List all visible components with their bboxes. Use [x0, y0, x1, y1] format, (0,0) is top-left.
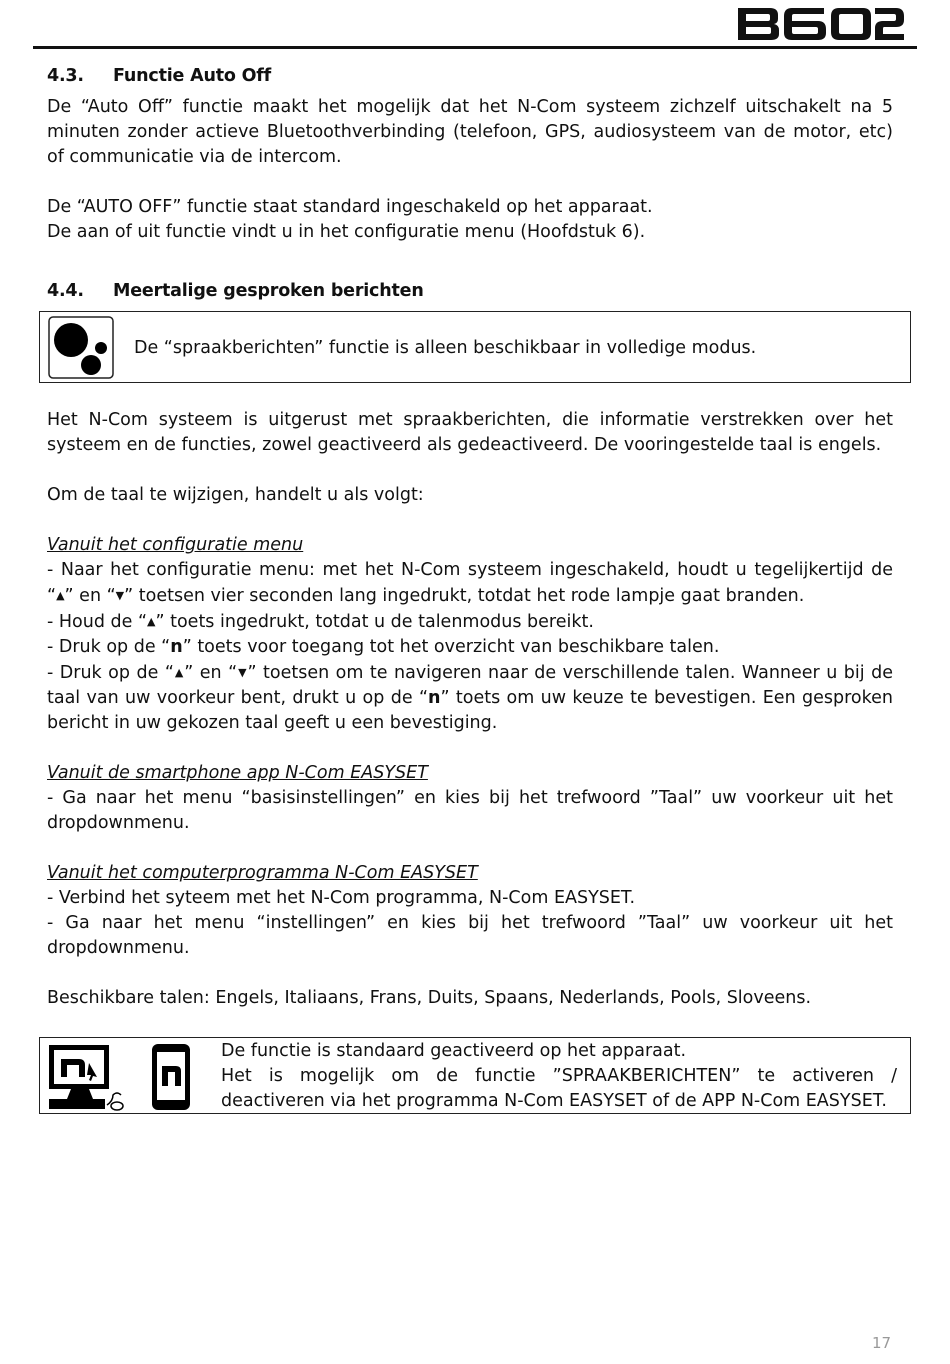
page-number: 17	[872, 1334, 892, 1352]
pc-step-connect: - Verbind het syteem met het N-Com programma, N-Com EASYSET.	[47, 888, 636, 908]
page-content	[47, 64, 893, 1011]
app-heading: Vanuit de smartphone app N-Com EASYSET	[47, 763, 428, 783]
step-open-languages: - Druk op de “n” toets voor toegang tot het overzicht van beschikbare talen.	[47, 637, 720, 657]
up-key-icon: ▲	[56, 589, 65, 602]
auto-off-paragraph: De “Auto Off” functie maakt het mogelijk dat het N-Com systeem zichzelf uitschakelt na 5 minuten zonder actieve Bluetoothverbinding (telefoon, GPS, audiosysteem van de motor, etc) of communicatie via de intercom.	[47, 97, 893, 167]
pc-step-menu: - Ga naar het menu “instellingen” en kies bij het trefwoord ”Taal” uw voorkeur uit het dropdownmenu.	[47, 913, 893, 958]
step-language-mode: - Houd de “▲” toets ingedrukt, totdat u de talenmodus bereikt.	[47, 612, 594, 632]
easyset-note-box	[39, 1037, 911, 1114]
down-key-icon: ▼	[237, 666, 248, 679]
available-languages: Beschikbare talen: Engels, Italiaans, Frans, Duits, Spaans, Nederlands, Pools, Sloveens.	[47, 988, 812, 1008]
voice-messages-paragraph: Het N-Com systeem is uitgerust met spraakberichten, die informatie verstrekken over het systeem en de functies, zowel geactiveerd als gedeactiveerd. De vooringestelde taal is engels.	[47, 410, 893, 455]
header-rule	[33, 46, 917, 49]
full-mode-note-text: De “spraakberichten” functie is alleen beschikbaar in volledige modus.	[134, 338, 757, 358]
change-language-intro: Om de taal te wijzigen, handelt u als volgt:	[47, 485, 424, 505]
auto-off-default-line: De “AUTO OFF” functie staat standard ingeschakeld op het apparaat.	[47, 197, 653, 217]
pc-heading: Vanuit het computerprogramma N-Com EASYSET	[47, 863, 478, 883]
b602-logo	[736, 6, 906, 42]
section-4-3-heading: 4.3. Functie Auto Off	[47, 66, 272, 86]
full-mode-icon	[48, 316, 114, 379]
step-navigate-languages: - Druk op de “▲” en “▼” toetsen om te navigeren naar de verschillende talen. Wanneer u bij de taal van uw voorkeur bent, drukt u op de “n” toets om uw keuze te bevestigen. Een gesproken bericht in uw gekozen taal geeft u een bevestiging.	[47, 663, 894, 733]
n-key-icon: n	[428, 688, 441, 708]
step-enter-config: - Naar het configuratie menu: met het N-Com systeem ingeschakeld, houdt u tegelijkertijd de “▲” en “▼” toetsen vier seconden lang ingedrukt, totdat het rode lampje gaat branden.	[47, 560, 893, 606]
full-mode-note-box	[39, 311, 911, 383]
down-key-icon: ▼	[115, 589, 125, 602]
up-key-icon: ▲	[173, 666, 185, 679]
auto-off-config-line: De aan of uit functie vindt u in het configuratie menu (Hoofdstuk 6).	[47, 222, 646, 242]
app-step: - Ga naar het menu “basisinstellingen” en kies bij het trefwoord ”Taal” uw voorkeur uit het dropdownmenu.	[47, 788, 893, 833]
computer-icon	[47, 1043, 127, 1113]
config-menu-heading: Vanuit het configuratie menu	[47, 535, 304, 555]
easyset-note-text: De functie is standaard geactiveerd op het apparaat. Het is mogelijk om de functie ”SPRAAKBERICHTEN” te activeren / deactiveren via het programma N-Com EASYSET of de APP N-Com EASYSET.	[221, 1041, 897, 1111]
smartphone-icon	[150, 1042, 192, 1112]
n-key-icon: n	[170, 637, 183, 657]
up-key-icon: ▲	[147, 615, 156, 628]
section-4-4-heading: 4.4. Meertalige gesproken berichten	[47, 281, 424, 301]
